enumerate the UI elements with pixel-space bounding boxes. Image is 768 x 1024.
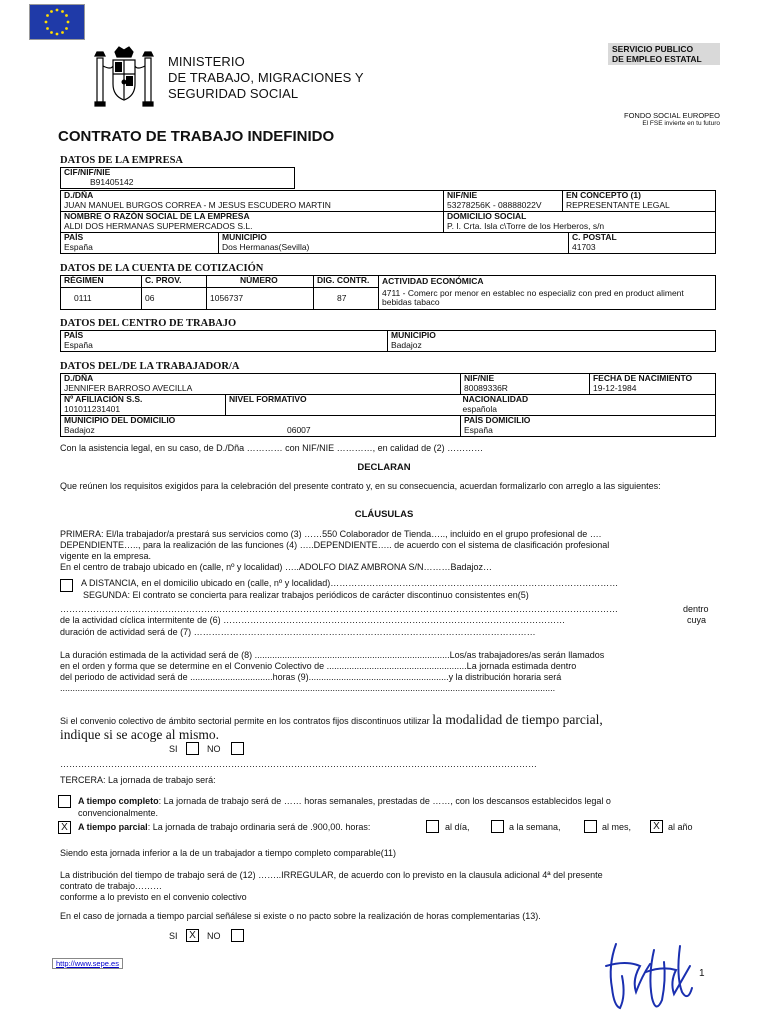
empresa-location-table: [60, 232, 716, 254]
empresa-cif-table: [60, 167, 295, 189]
trab-municipio-label: MUNICIPIO DEL DOMICILIO: [64, 415, 176, 425]
convenio-part: la modalidad de tiempo parcial,: [432, 712, 603, 727]
page-number: 1: [699, 968, 705, 979]
trab-dna-label: D./DÑA: [64, 373, 94, 383]
al-ano-checkbox[interactable]: X: [650, 820, 663, 833]
dna-value: JUAN MANUEL BURGOS CORREA - M JESUS ESCUDERO MARTIN: [64, 199, 331, 210]
segunda-ciclica: de la actividad cíclica intermitente de (6) ……………………………………………………………………………………………………: [60, 615, 566, 625]
cif-label: CIF/NIF/NIE: [64, 167, 111, 177]
nacionalidad-label: NACIONALIDAD: [462, 394, 529, 404]
fse-title: FONDO SOCIAL EUROPEO: [624, 111, 720, 120]
section-title-cotizacion: DATOS DE LA CUENTA DE COTIZACIÓN: [60, 263, 264, 274]
centro-municipio-value: Badajoz: [391, 339, 422, 350]
tercera-clause: TERCERA: La jornada de trabajo será:: [60, 775, 216, 785]
duracion-block: [60, 650, 720, 694]
pais-label: PAÍS: [64, 232, 84, 242]
concepto-label: EN CONCEPTO (1): [566, 190, 641, 200]
reunen-text: Que reúnen los requisitos exigidos para la celebración del presente contrato y, en su consecuencia, acuerdan formalizarlo con arreglo a las siguientes:: [60, 481, 661, 491]
sepe-line: SERVICIO PUBLICO: [612, 44, 694, 54]
cif-value: B91405142: [90, 176, 134, 187]
sepe-line: DE EMPLEO ESTATAL: [612, 54, 702, 64]
regimen-value: 0111: [74, 292, 92, 303]
prov-label: C. PROV.: [145, 275, 182, 285]
convenio-no-checkbox[interactable]: [231, 742, 244, 755]
numero-value: 1056737: [210, 292, 244, 303]
a-la-semana-checkbox[interactable]: [491, 820, 504, 833]
convenio-acoge: indique si se acoge al mismo.: [60, 727, 219, 742]
duracion-line: ......................................................................................................................................................................................................: [60, 683, 556, 693]
primera-line: vigente en la empresa.: [60, 551, 152, 561]
segunda-clause: SEGUNDA: El contrato se concierta para realizar trabajos periódicos de carácter discontinuo consistentes en(5): [83, 590, 529, 600]
no-label-2: NO: [207, 931, 221, 941]
document-title: CONTRATO DE TRABAJO INDEFINIDO: [58, 128, 335, 145]
centro-pais-label: PAÍS: [64, 330, 84, 340]
parcial-bold: A tiempo parcial: [78, 822, 148, 832]
no-label: NO: [207, 744, 221, 754]
trab-nif-label: NIF/NIE: [463, 373, 495, 383]
centro-municipio-label: MUNICIPIO: [391, 330, 436, 340]
convenio-text: [60, 714, 603, 727]
si-label-2: SI: [169, 931, 178, 941]
completo-line2: convencionalmente.: [78, 808, 159, 818]
razon-value: ALDI DOS HERMANAS SUPERMERCADOS S.L.: [64, 220, 253, 231]
sepe-url-link[interactable]: http://www.sepe.es: [52, 958, 123, 969]
primera-line: En el centro de trabajo ubicado en (calle, nº y localidad) …..ADOLFO DIAZ AMBRONA S/N………Badajoz…: [60, 562, 492, 572]
duracion-line: en el orden y forma que se determine en el Convenio Colectivo de ........................................................La jornada estimada dentro: [60, 661, 577, 671]
section-title-empresa: DATOS DE LA EMPRESA: [60, 155, 184, 166]
trabajador-table: [60, 373, 716, 437]
asistencia-text: Con la asistencia legal, en su caso, de D./Dña ………… con NIF/NIE …………, en calidad de (2) …………: [60, 443, 484, 453]
al-mes-checkbox[interactable]: [584, 820, 597, 833]
trab-nif-value: 80089336R: [463, 382, 508, 393]
completo-bold: A tiempo completo: [78, 796, 159, 806]
afiliacion-label: Nº AFILIACIÓN S.S.: [64, 394, 143, 404]
dig-label: DIG. CONTR.: [317, 275, 370, 285]
eu-flag-logo: [29, 4, 85, 40]
section-title-trabajador: DATOS DEL/DE LA TRABAJADOR/A: [60, 361, 240, 372]
a-la-semana-label: a la semana,: [509, 822, 561, 832]
trab-municipio-value: Badajoz: [64, 424, 95, 435]
prov-value: 06: [145, 292, 155, 303]
complementarias-no-checkbox[interactable]: [231, 929, 244, 942]
ministry-line: SEGURIDAD SOCIAL: [168, 86, 299, 101]
si-label: SI: [169, 744, 178, 754]
razon-label: NOMBRE O RAZÓN SOCIAL DE LA EMPRESA: [64, 211, 250, 221]
primera-line: DEPENDIENTE….., para la realización de las funciones (4) …..DEPENDIENTE….. de acuerdo con el sistema de clasificación profesional: [60, 540, 610, 550]
ministry-line: MINISTERIO: [168, 54, 245, 69]
segunda-duracion: duración de actividad será de (7) ……………………………………………………………………………………………………: [60, 627, 536, 637]
domicilio-value: P. I. Crta. Isla c\Torre de los Herberos, s/n: [447, 220, 605, 231]
cp-label: C. POSTAL: [572, 232, 617, 242]
dna-label: D./DÑA: [64, 190, 94, 200]
distribucion-line: La distribución del tiempo de trabajo será de (12) ……..IRREGULAR, de acuerdo con lo previsto en la clausula adicional 4ª del presente: [60, 870, 603, 880]
coat-of-arms-logo: [93, 44, 155, 112]
convenio-part: Si el convenio colectivo de ámbito sectorial permite en los contratos fijos discontinuos utilizar: [60, 716, 430, 726]
declaran-heading: DECLARAN: [357, 462, 411, 473]
afiliacion-value: 101011231401: [64, 403, 121, 414]
trab-dna-value: JENNIFER BARROSO AVECILLA: [64, 382, 193, 393]
nacimiento-value: 19-12-1984: [592, 382, 637, 393]
nivel-label: NIVEL FORMATIVO: [229, 394, 307, 404]
clausulas-heading: CLÁUSULAS: [354, 509, 414, 520]
nif-value: 53278256K - 08888022V: [447, 199, 542, 210]
tiempo-completo-checkbox[interactable]: [58, 795, 71, 808]
domicilio-label: DOMICILIO SOCIAL: [447, 211, 527, 221]
centro-table: [60, 330, 716, 352]
parcial-rest: : La jornada de trabajo ordinaria será de .900,00. horas:: [147, 822, 371, 832]
complementarias-si-checkbox[interactable]: X: [186, 929, 199, 942]
nif-label: NIF/NIE: [447, 190, 478, 200]
municipio-value: Dos Hermanas(Sevilla): [222, 241, 310, 252]
numero-label: NÚMERO: [240, 275, 278, 285]
trab-pais-label: PAÍS DOMICILIO: [463, 415, 531, 425]
sepe-badge: [608, 43, 720, 65]
concepto-value: REPRESENTANTE LEGAL: [566, 199, 670, 210]
ministry-name: [168, 54, 364, 102]
dig-value: 87: [337, 292, 347, 303]
pais-value: España: [64, 241, 93, 252]
primera-line: PRIMERA: El/la trabajador/a prestará sus servicios como (3) ……550 Colaborador de Tienda….., incluido en el grupo profesional de ….: [60, 529, 602, 539]
segunda-dentro: dentro: [683, 604, 709, 614]
duracion-line: del periodo de actividad será de .................................horas (9)........................................................y la distribución horaria será: [60, 672, 562, 682]
primera-clause: [60, 529, 720, 573]
distribucion-line: contrato de trabajo………: [60, 881, 163, 891]
duracion-line: La duración estimada de la actividad será de (8) ..............................................................................Los/as trabajadores/as serán llamados: [60, 650, 605, 660]
al-ano-label: al año: [668, 822, 693, 832]
complementarias-text: En el caso de jornada a tiempo parcial señálese si existe o no pacto sobre la realización de horas complementarias (13).: [60, 911, 541, 921]
nacimiento-label: FECHA DE NACIMIENTO: [592, 373, 693, 383]
inferior-text: Siendo esta jornada inferior a la de un trabajador a tiempo completo comparable(11): [60, 848, 397, 858]
fse-subtitle: El FSE invierte en tu futuro: [642, 120, 720, 127]
distribucion-line: conforme a lo previsto en el convenio colectivo: [60, 892, 247, 902]
municipio-label: MUNICIPIO: [222, 232, 267, 242]
centro-pais-value: España: [64, 339, 93, 350]
distancia-text: A DISTANCIA, en el domicilio ubicado en (calle, nº y localidad)……………………………………………………………………………………: [81, 578, 619, 588]
distancia-checkbox[interactable]: [60, 579, 73, 592]
section-title-centro: DATOS DEL CENTRO DE TRABAJO: [60, 318, 237, 329]
actividad-label: ACTIVIDAD ECONÓMICA: [382, 276, 484, 286]
nacionalidad-value: española: [462, 403, 497, 414]
trab-cp-value: 06007: [287, 425, 311, 435]
empresa-table: [60, 190, 716, 233]
completo-rest: : La jornada de trabajo será de …… horas semanales, prestadas de ……, con los descansos establecidos legal o: [158, 796, 611, 806]
segunda-cuya: cuya: [687, 615, 707, 625]
cp-value: 41703: [572, 241, 596, 252]
segunda-dots: ……………………………………………………………………………………………………………………………………………………………………: [60, 604, 618, 614]
tiempo-parcial-text: [78, 822, 370, 833]
tiempo-completo-text: [78, 796, 720, 807]
convenio-si-checkbox[interactable]: [186, 742, 199, 755]
al-dia-label: al día,: [445, 822, 470, 832]
al-mes-label: al mes,: [602, 822, 632, 832]
regimen-label: RÉGIMEN: [64, 275, 104, 285]
handwritten-signature: [596, 936, 700, 1016]
distribucion-block: [60, 870, 720, 903]
cotizacion-table: [60, 275, 716, 310]
dots-separator: ……………………………………………………………………………………………………………………………………………: [60, 759, 537, 769]
al-dia-checkbox[interactable]: [426, 820, 439, 833]
trab-pais-value: España: [463, 424, 493, 435]
ministry-line: DE TRABAJO, MIGRACIONES Y: [168, 70, 364, 85]
actividad-value: 4711 - Comerc por menor en establec no especializ con pred en product aliment bebidas tabaco: [382, 287, 684, 307]
tiempo-parcial-checkbox[interactable]: X: [58, 821, 71, 834]
